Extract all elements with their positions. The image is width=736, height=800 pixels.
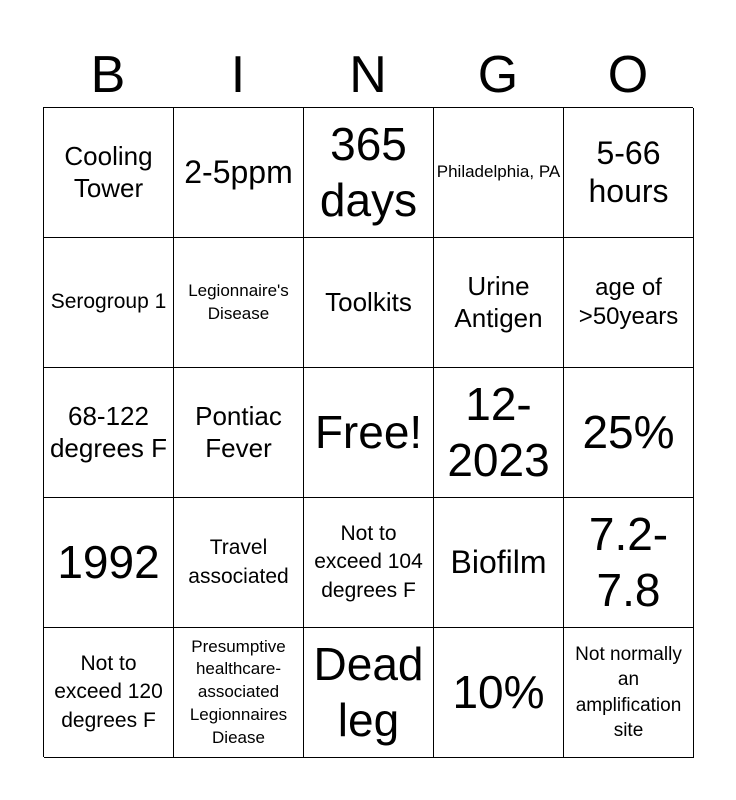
bingo-cell[interactable] (564, 108, 694, 238)
header-letter-o: O (607, 46, 649, 104)
bingo-cell[interactable] (434, 368, 564, 498)
cell-text: Travel associated (188, 536, 289, 588)
cell-text: Not to exceed 104 degrees F (314, 522, 423, 602)
bingo-cell[interactable] (564, 498, 694, 628)
cell-text: 5-66 hours (588, 134, 669, 209)
bingo-cell[interactable] (434, 628, 564, 758)
cell-text: Serogroup 1 (50, 290, 167, 314)
bingo-cell[interactable] (174, 238, 304, 368)
header-letter-n: N (349, 46, 387, 104)
bingo-cell[interactable] (44, 238, 174, 368)
header-letter-i: I (230, 46, 246, 104)
bingo-cell[interactable] (304, 628, 434, 758)
bingo-cell[interactable] (174, 498, 304, 628)
cell-text: Free! (314, 405, 423, 458)
bingo-cell[interactable] (434, 108, 564, 238)
cell-text: age of >50years (578, 273, 679, 330)
bingo-cell[interactable] (44, 498, 174, 628)
cell-text: Cooling Tower (64, 141, 153, 203)
bingo-cell[interactable] (304, 108, 434, 238)
bingo-cell[interactable] (434, 238, 564, 368)
cell-text: 2-5ppm (184, 153, 293, 190)
cell-text: Toolkits (325, 286, 412, 317)
cell-text: 12-2023 (447, 378, 550, 486)
cell-text: Pontiac Fever (195, 401, 282, 463)
cell-text: 10% (452, 665, 545, 718)
bingo-cell[interactable] (174, 108, 304, 238)
bingo-cell[interactable] (434, 498, 564, 628)
cell-text: Urine Antigen (454, 271, 543, 333)
cell-text: 365 days (319, 118, 418, 226)
cell-text: 68-122 degrees F (49, 401, 168, 463)
header-letter-b: B (90, 46, 126, 104)
cell-text: Biofilm (450, 543, 547, 580)
cell-text: Philadelphia, PA (436, 162, 561, 182)
bingo-cell[interactable] (564, 628, 694, 758)
cell-text: Dead leg (313, 638, 424, 746)
header-letter-g: G (477, 46, 519, 104)
bingo-cell[interactable] (44, 368, 174, 498)
bingo-cell[interactable] (174, 628, 304, 758)
bingo-cell[interactable] (44, 628, 174, 758)
bingo-card-grid (43, 107, 693, 757)
cell-text: Presumptive healthcare-associated Legionnaires Diease (189, 636, 288, 747)
bingo-cell[interactable] (304, 238, 434, 368)
cell-text: 1992 (57, 535, 160, 588)
bingo-cell[interactable] (564, 238, 694, 368)
cell-text: 7.2-7.8 (588, 508, 669, 616)
cell-text: 25% (582, 405, 675, 458)
cell-text: Not normally an amplification site (575, 643, 682, 741)
bingo-cell[interactable] (304, 498, 434, 628)
cell-text: Legionnaire's Disease (188, 280, 289, 323)
free-space-cell[interactable] (304, 368, 434, 498)
bingo-cell[interactable] (174, 368, 304, 498)
cell-text: Not to exceed 120 degrees F (54, 652, 163, 732)
bingo-cell[interactable] (564, 368, 694, 498)
bingo-cell[interactable] (44, 108, 174, 238)
bingo-header (43, 44, 693, 106)
